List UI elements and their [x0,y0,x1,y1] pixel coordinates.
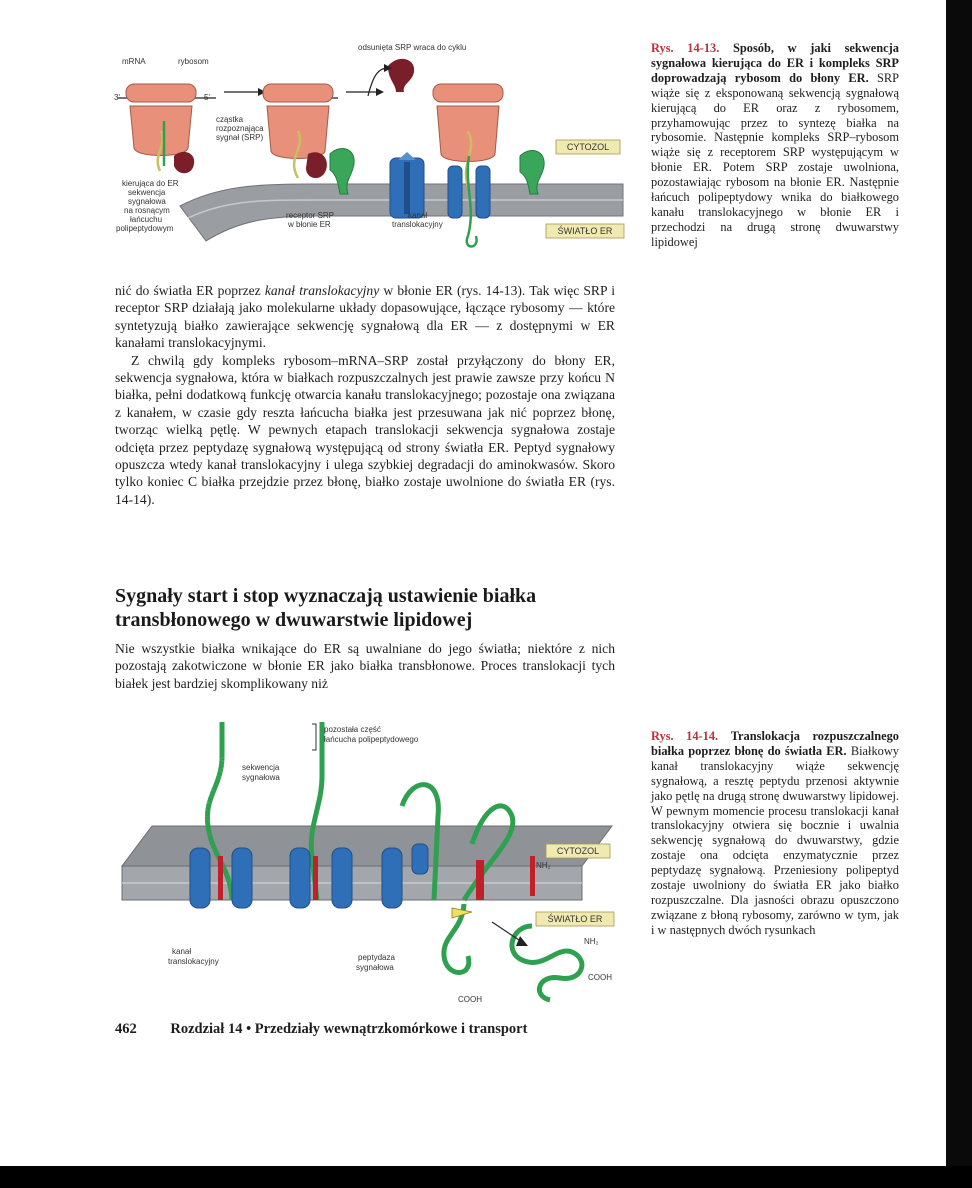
channel-label-2: translokacyjny [168,957,219,966]
signal-seq-label-3: sygnałowa [128,197,166,206]
section-heading: Sygnały start i stop wyznaczają ustawienie białka transbłonowego w dwuwarstwie lipidowej [115,585,537,631]
translocon-closed [390,152,424,218]
srp-receptor-label-1: receptor SRP [286,211,335,220]
paragraph-1 [115,282,615,352]
cooh-right-label: COOH [588,973,612,982]
signal-seq-label-6: polipeptydowym [116,224,174,233]
bracket [312,724,316,750]
ribosome-label: rybosom [178,57,209,66]
nh2-bottom-label: NH₂ [584,937,599,946]
paragraph-1-end: w błonie ER (rys. 14-13). Tak więc SRP i receptor SRP działają jako molekularne układy dopasowujące, łączące rybosomy — które syntetyzują białko zawierające sekwencję sygnałową dla ER — z dostępnymi w ER kanałami translokacyjnymi. [115,283,615,351]
caption-14-13-number: Rys. 14-13. [651,41,720,55]
paragraph-2: Z chwilą gdy kompleks rybosom–mRNA–SRP został przyłączony do błony ER, sekwencja sygnałowa, która w białkach rozpuszczalnych jest prawie zawsze przy końcu N białka, pełni dodatkową funkcję otwarcia kanału translokacyjnego; pozostaje ona związana z kanałem, w czasie gdy reszta łańcucha białka jest przesuwana jak nić poprzez błonę, tworząc wielką pętlę. W pewnych etapach translokacji sekwencja sygnałowa zostaje odcięta przez peptydazę sygnałową występującą od strony światła ER. Peptyd sygnałowy opuszcza wtedy kanał translokacyjny i ulega szybkiej degradacji do aminokwasów. Skoro tylko koniec C białka przejdzie przez błonę, białko zostaje uwolnione do światła ER (rys. 14-14). [115,352,615,507]
arrow-release-head [516,936,528,946]
srp-particle-1 [174,152,194,173]
translocon-1 [190,848,252,908]
end-3-label: 3' [114,93,120,102]
caption-14-13-text: SRP wiąże się z eksponowaną sekwencją sygnałową kierującą do ER oraz z rybosomem, przyhamowując przez to syntezę białka na rybosomie. Następnie kompleks SRP–rybosom wiąże się z receptorem SRP występującym w błonie ER. Potem SRP zostaje uwolniona, pozostawiając rybosom na błonie ER. Następnie łańcuch polipeptydowy wnika do białkowego kanału translokacyjnego w błonie ER i przechodzi na drugą stronę dwuwarstwy lipidowej [651,70,899,249]
er-lumen-label: ŚWIATŁO ER [547,914,603,924]
srp-particle-2 [306,152,327,178]
peptidase-label-1: peptydaza [358,953,395,962]
caption-14-14 [651,729,899,938]
srp-label-3: sygnał (SRP) [216,133,264,142]
signal-seq-label-5: łańcuchu [130,215,163,224]
channel-label-1: kanał [408,211,428,220]
term-translocation-channel: kanał translokacyjny [264,283,380,298]
nh2-top-label: NH₂ [536,861,551,870]
er-lumen-label: ŚWIATŁO ER [557,226,613,236]
caption-14-13 [651,41,899,250]
cytosol-label: CYTOZOL [556,846,600,856]
srp-released-label: odsunięta SRP wraca do cyklu [358,43,467,52]
remaining-chain-label-1: pozostała część [324,725,381,734]
chapter-title: Przedziały wewnątrzkomórkowe i transport [254,1021,528,1037]
scan-edge-right [946,0,972,1166]
arrow-2-head [376,88,384,96]
srp-released [388,59,414,92]
signal-seq-label-2: sygnałowa [242,773,280,782]
chain-soluble-protein [512,926,582,1000]
signal-seq-label-4: na rosnącym [124,206,170,215]
srp-label-2: rozpoznająca [216,124,264,133]
caption-14-14-text: Białkowy kanał translokacyjny wiąże sekwencję sygnałową, a resztę peptydu przenosi aktywnie jako pętlę na drugą stronę dwuwarstwy lipidowej. W pewnym momencie procesu translokacji kanał translokacyjny otwiera się bocznie i uwalnia sekwencję sygnałową do dwuwarstwy, gdzie zostaje ona odcięta enzymatycznie przez peptydazę sygnałową. Przeniesiony polipeptyd zostaje uwolniony do światła ER jako białko rozpuszczalne. Dla jasności obrazu opuszczono związane z błoną rybosomy, zarówno w tym, jak i w następnych dwóch rysunkach [651,743,899,937]
signal-seq-label-2: sekwencja [128,188,166,197]
page-number: 462 [115,1021,137,1037]
cooh-bottom-label: COOH [458,995,482,1004]
cytosol-label: CYTOZOL [566,142,610,152]
translocon-open [448,156,490,247]
remaining-chain-label-2: łańcucha polipeptydowego [324,735,419,744]
figure-14-13-illustration [108,36,628,266]
figure-14-13 [108,36,628,266]
footer-separator: • [246,1021,252,1037]
signal-seq-label-1: kierująca do ER [122,179,179,188]
caption-14-14-title: Translokacja rozpuszczalnego białka poprzez błonę do światła ER. [651,729,899,758]
srp-receptor-label-2: w błonie ER [288,220,331,229]
srp-label-1: cząstka [216,115,244,124]
caption-14-13-title: Sposób, w jaki sekwencja sygnałowa kierująca do ER i kompleks SRP doprowadzają rybosom do błony ER. [651,41,899,85]
channel-label-2: translokacyjny [392,220,443,229]
scan-edge-bottom [0,1166,972,1188]
peptidase-label-2: sygnałowa [356,963,394,972]
mrna-label: mRNA [122,57,146,66]
channel-label-1: kanał [172,947,192,956]
end-5-label: 5' [204,93,210,102]
paragraph-3: Nie wszystkie białka wnikające do ER są uwalniane do jego światła; niektóre z nich pozostają zakotwiczone w błonie ER jako białka transbłonowe. Proces translokacji tych białek jest bardziej skomplikowany niż [115,641,615,691]
chapter-label: Rozdział 14 [170,1021,243,1037]
paragraph-1-start: nić do światła ER poprzez [115,283,265,298]
body-text-upper [115,282,615,508]
figure-14-14 [112,716,642,1006]
signal-seq-label-1: sekwencja [242,763,280,772]
figure-14-14-illustration [112,716,642,1006]
caption-14-14-number: Rys. 14-14. [651,729,719,743]
body-text-lower [115,640,615,692]
page-footer [115,1021,527,1038]
